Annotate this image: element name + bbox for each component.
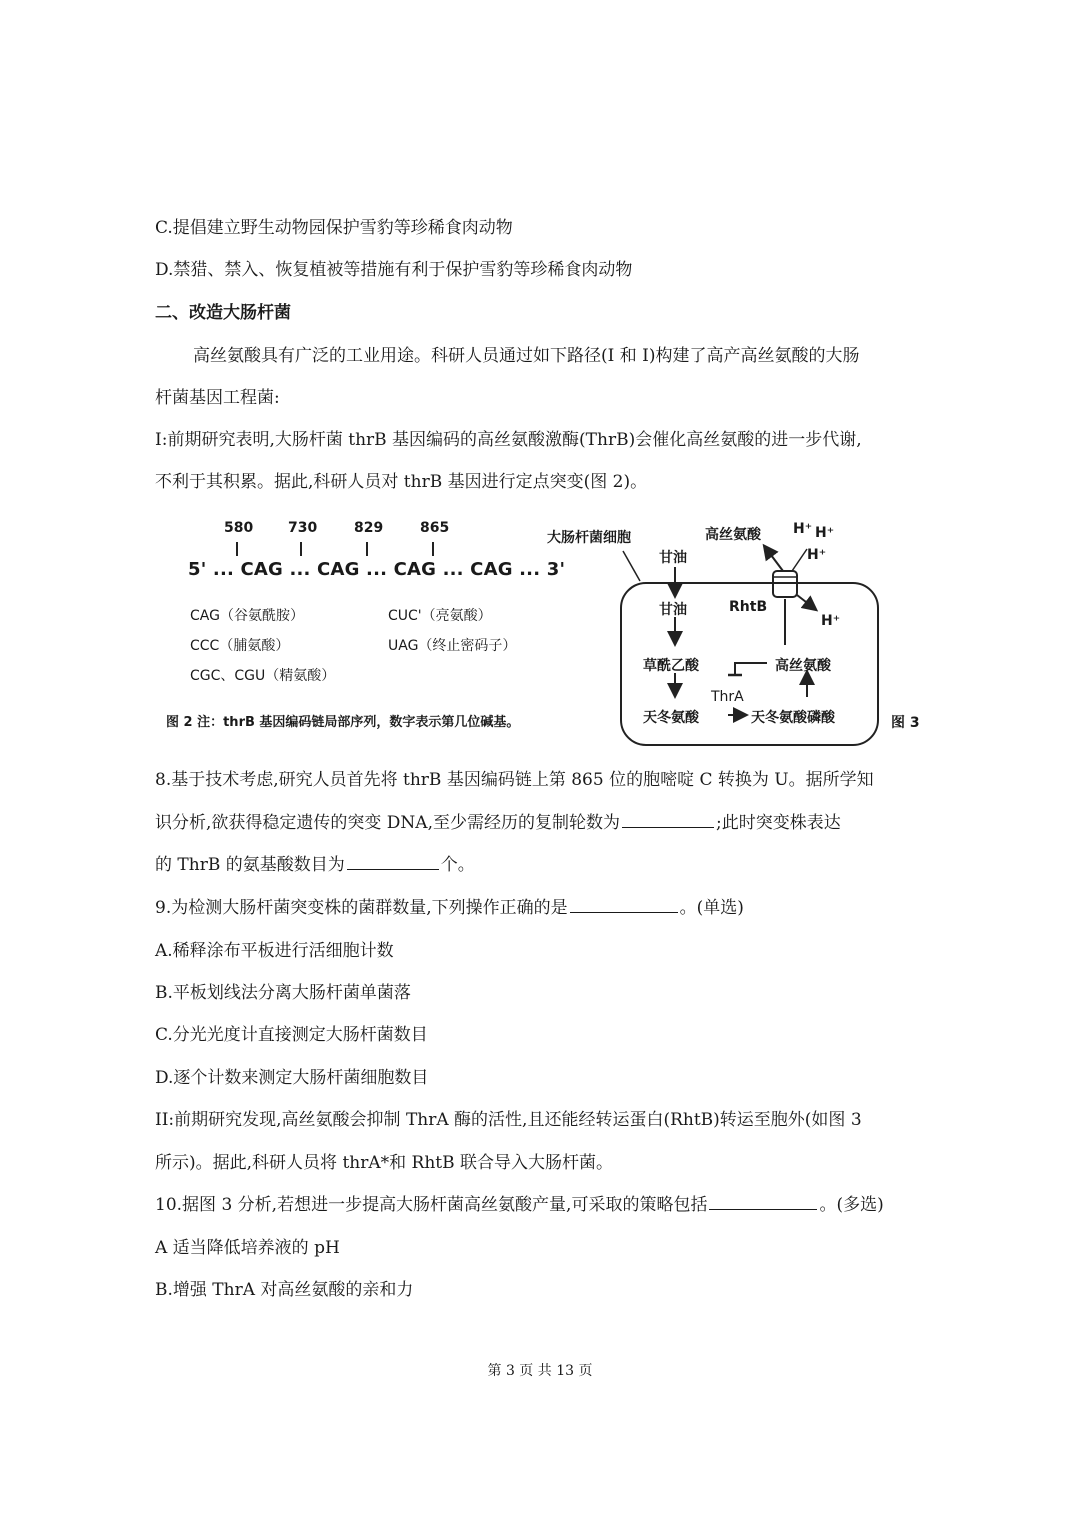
page-footer: 第 3 页 共 13 页 [487, 1363, 593, 1379]
codon-ccc: CCC（脯氨酸） [190, 638, 290, 654]
tick-865 [432, 542, 434, 556]
cell-label: 大肠杆菌细胞 [547, 530, 631, 546]
proton-4: H⁺ [821, 613, 841, 629]
position-829: 829 [354, 520, 384, 536]
option-d-conservation: D.禁猎、禁入、恢复植被等措施有利于保护雪豹等珍稀食肉动物 [155, 260, 633, 280]
tick-730 [300, 542, 302, 556]
figure-3-label: 图 3 [891, 715, 920, 731]
proton-3: H⁺ [807, 547, 827, 563]
arrow-proton-in [792, 549, 807, 571]
homoserine-outside: 高丝氨酸 [705, 527, 761, 543]
homoserine-inside: 高丝氨酸 [775, 658, 831, 674]
q8-answer-blank-2[interactable] [347, 853, 439, 870]
codon-cuc: CUC'（亮氨酸） [388, 608, 492, 624]
part2-line-2: 所示)。据此,科研人员将 thrA*和 RhtB 联合导入大肠杆菌。 [155, 1153, 614, 1173]
rhtb-label: RhtB [729, 599, 768, 615]
figure-3 [545, 515, 940, 750]
q8-line-2: 识分析,欲获得稳定遗传的突变 DNA,至少需经历的复制轮数为 ;此时突变株表达 [155, 813, 841, 833]
part1-line-1: I:前期研究表明,大肠杆菌 thrB 基因编码的高丝氨酸激酶(ThrB)会催化高丝氨酸的进一步代谢, [155, 430, 862, 450]
part2-line-1: II:前期研究发现,高丝氨酸会抑制 ThrA 酶的活性,且还能经转运蛋白(RhtB)转运至胞外(如图 3 [155, 1110, 862, 1130]
position-580: 580 [224, 520, 254, 536]
codon-cag: CAG（谷氨酰胺） [190, 608, 304, 624]
q8-answer-blank-1[interactable] [622, 811, 714, 828]
proton-2: H⁺ [815, 525, 835, 541]
q8-line-1: 8.基于技术考虑,研究人员首先将 thrB 基因编码链上第 865 位的胞嘧啶 C 转换为 U。据所学知 [155, 770, 874, 790]
tick-580 [236, 542, 238, 556]
aspartyl-phosphate: 天冬氨酸磷酸 [751, 710, 835, 726]
arrow-hse-export [765, 547, 783, 571]
q9-option-c: C.分光光度计直接测定大肠杆菌数目 [155, 1025, 428, 1045]
coding-sequence: 5' ... CAG ... CAG ... CAG ... CAG ... 3' [188, 559, 566, 580]
part1-line-2: 不利于其积累。据此,科研人员对 thrB 基因进行定点突变(图 2)。 [155, 472, 648, 492]
q9-option-d: D.逐个计数来测定大肠杆菌细胞数目 [155, 1068, 429, 1088]
oxaloacetate: 草酰乙酸 [643, 658, 699, 674]
q10-option-a: A 适当降低培养液的 pH [155, 1238, 340, 1258]
aspartate: 天冬氨酸 [643, 710, 699, 726]
glycerol-inside: 甘油 [659, 602, 687, 618]
position-730: 730 [288, 520, 318, 536]
option-c-conservation: C.提倡建立野生动物园保护雪豹等珍稀食肉动物 [155, 218, 513, 238]
q9-option-b: B.平板划线法分离大肠杆菌单菌落 [155, 983, 411, 1003]
intro-line-2: 杆菌基因工程菌: [155, 388, 280, 408]
glycerol-outside: 甘油 [659, 550, 687, 566]
intro-line-1: 高丝氨酸具有广泛的工业用途。科研人员通过如下路径(I 和 I)构建了高产高丝氨酸的大肠 [193, 346, 860, 366]
q10-option-b: B.增强 ThrA 对高丝氨酸的亲和力 [155, 1280, 414, 1300]
codon-uag: UAG（终止密码子） [388, 638, 517, 654]
codon-cgc-cgu: CGC、CGU（精氨酸） [190, 668, 336, 684]
proton-1: H⁺ [793, 521, 813, 537]
thra-label: ThrA [711, 689, 744, 705]
figure-2 [160, 515, 600, 735]
q10-stem: 10.据图 3 分析,若想进一步提高大肠杆菌高丝氨酸产量,可采取的策略包括 。(多选) [155, 1195, 884, 1215]
q8-line-3: 的 ThrB 的氨基酸数目为 个。 [155, 855, 475, 875]
position-865: 865 [420, 520, 450, 536]
section-title: 二、改造大肠杆菌 [155, 303, 291, 323]
figure-2-caption: 图 2 注：thrB 基因编码链局部序列，数字表示第几位碱基。 [166, 715, 520, 730]
q9-answer-blank[interactable] [570, 896, 678, 913]
tick-829 [366, 542, 368, 556]
cell-label-leader [623, 551, 640, 581]
q9-stem: 9.为检测大肠杆菌突变株的菌群数量,下列操作正确的是 。(单选) [155, 898, 744, 918]
q9-option-a: A.稀释涂布平板进行活细胞计数 [155, 941, 394, 961]
q10-answer-blank[interactable] [709, 1193, 817, 1210]
